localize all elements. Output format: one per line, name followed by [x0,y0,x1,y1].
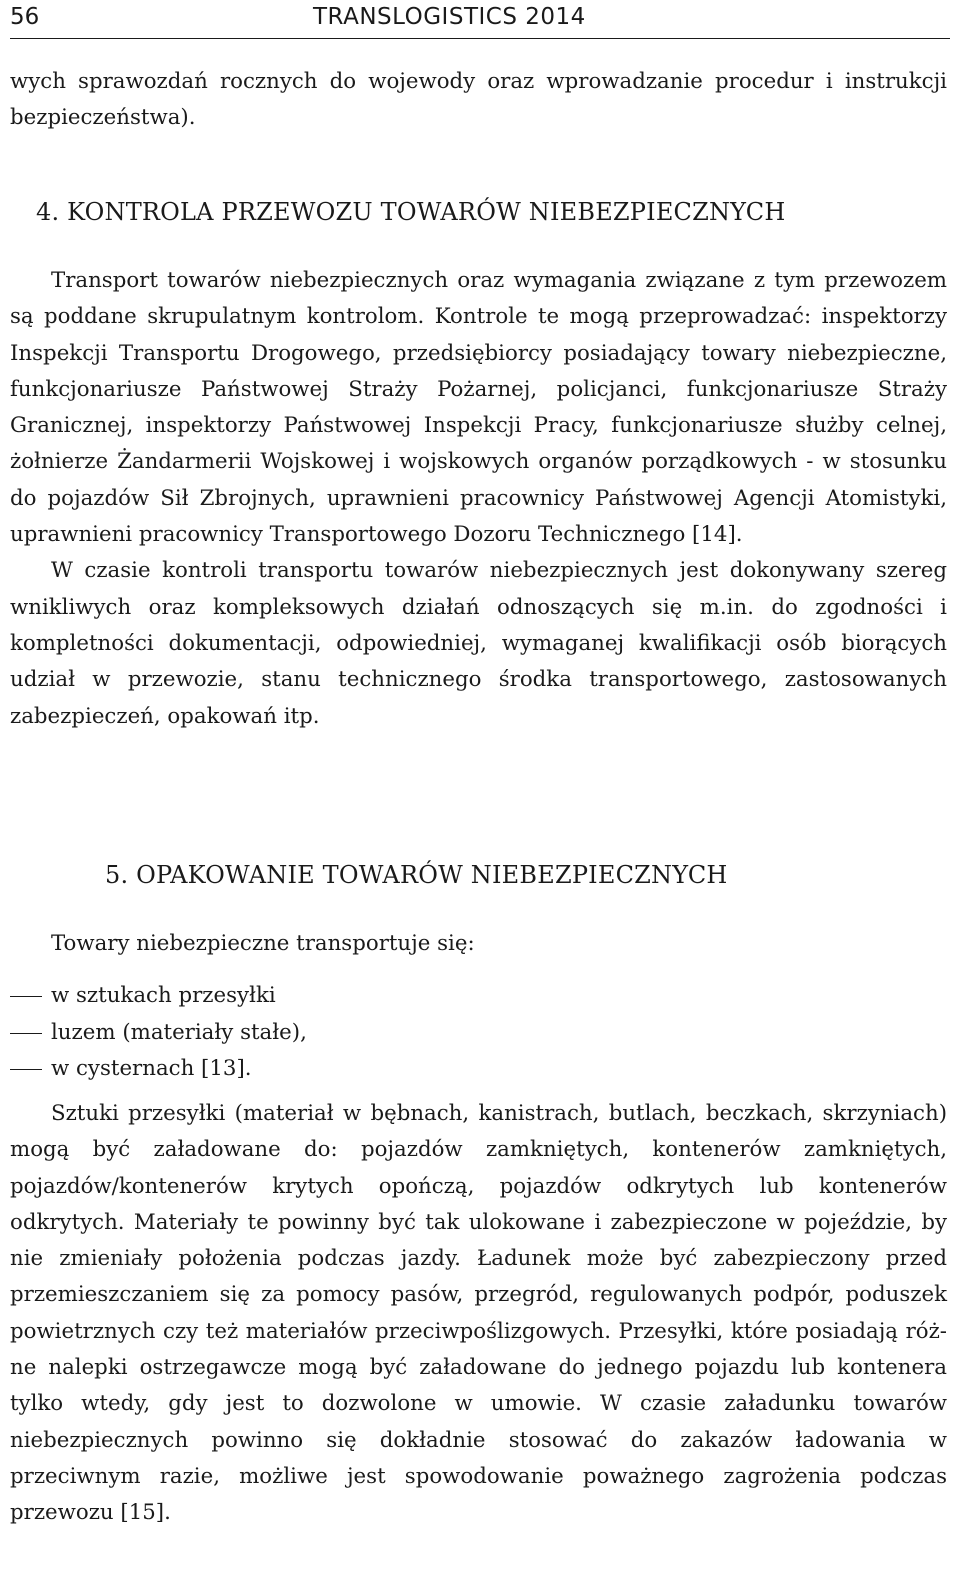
running-header [10,2,950,39]
list-item-text: w sztukach przesyłki [51,983,276,1008]
list-item-text: w cysternach [13]. [51,1056,252,1081]
list-item [10,1051,950,1088]
section-5-lead [10,926,947,962]
list-item-text: luzem (materiały stałe), [51,1019,307,1045]
section-5-heading: 5. OPAKOWANIE TOWARÓW NIEBEZPIECZNYCH [105,861,728,889]
dash-bullet [10,1069,42,1070]
journal-title: TRANSLOGISTICS 2014 [313,4,586,30]
intro-text: wych sprawozdań rocznych do wojewody oraz wprowadzanie procedur i instrukcji bezpieczeństwa). [10,69,947,131]
list-item [10,1015,950,1052]
dash-bullet [10,996,42,997]
list-item [10,978,950,1015]
section-4-body [10,263,947,735]
transport-methods-list [10,978,950,1088]
dash-bullet [10,1033,42,1034]
section-4-heading: 4. KONTROLA PRZEWOZU TOWARÓW NIEBEZPIECZNYCH [36,198,786,226]
page-number: 56 [10,4,40,30]
section-4-paragraph-1: Transport towarów niebezpiecznych oraz wymagania związane z tym przewozem są poddane skrupulatnym kontrolom. Kontrole te mogą przeprowadzać: inspektorzy Inspekcji Transportu Drogowego, przedsiębiorcy posiadający towary niebezpieczne, funkcjonariusze Państwowej Straży Pożarnej, policjanci, funkcjonariusze Straży Granicznej, inspektorzy Państwowej Inspekcji Pracy, funkcjonariusze służby celnej, żołnierze Żandarmerii Wojskowej i wojskowych organów porządkowych - w stosunku do pojazdów Sił Zbrojnych, uprawnieni pracownicy Państwowej Agencji Atomistyki, uprawnieni pracownicy Transportowego Dozoru Technicznego [14]. [10,268,947,548]
section-5-lead-text: Towary niebezpieczne transportuje się: [51,931,475,956]
intro-paragraph [10,64,947,137]
section-5-body [10,1096,947,1532]
section-5-paragraph: Sztuki przesyłki (materiał w bębnach, kanistrach, butlach, beczkach, skrzyniach) mogą być załadowane do: pojazdów zamkniętych, kontenerów zamkniętych, pojazdów/kontenerów krytych opończą, pojazdów odkrytych lub kontenerów odkrytych. Materiały te powinny być tak ulokowane i zabezpieczone w pojeździe, by nie zmieniały położenia podczas jazdy. Ładunek może być zabezpieczony przed przemieszczaniem się za pomocy pasów, przegród, regulowanych podpór, poduszek powietrznych czy też materiałów przeciwpoślizgowych. Przesyłki, które posiadają różne nalepki ostrzegawcze mogą być załadowane do jednego pojazdu lub kontenera tylko wtedy, gdy jest to dozwolone w umowie. W czasie załadunku towarów niebezpiecznych powinno się dokładnie stosować do zakazów ładowania w przeciwnym razie, możliwe jest spowodowanie poważnego zagrożenia podczas przewozu [15]. [10,1101,947,1526]
section-4-paragraph-2: W czasie kontroli transportu towarów niebezpiecznych jest dokonywany szereg wnikliwych oraz kompleksowych działań odnoszących się m.in. do zgodności i kompletności dokumentacji, odpowiedniej, wymaganej kwalifikacji osób biorących udział w przewozie, stanu technicznego środka transportowego, zastosowanych zabezpieczeń, opakowań itp. [10,558,947,729]
